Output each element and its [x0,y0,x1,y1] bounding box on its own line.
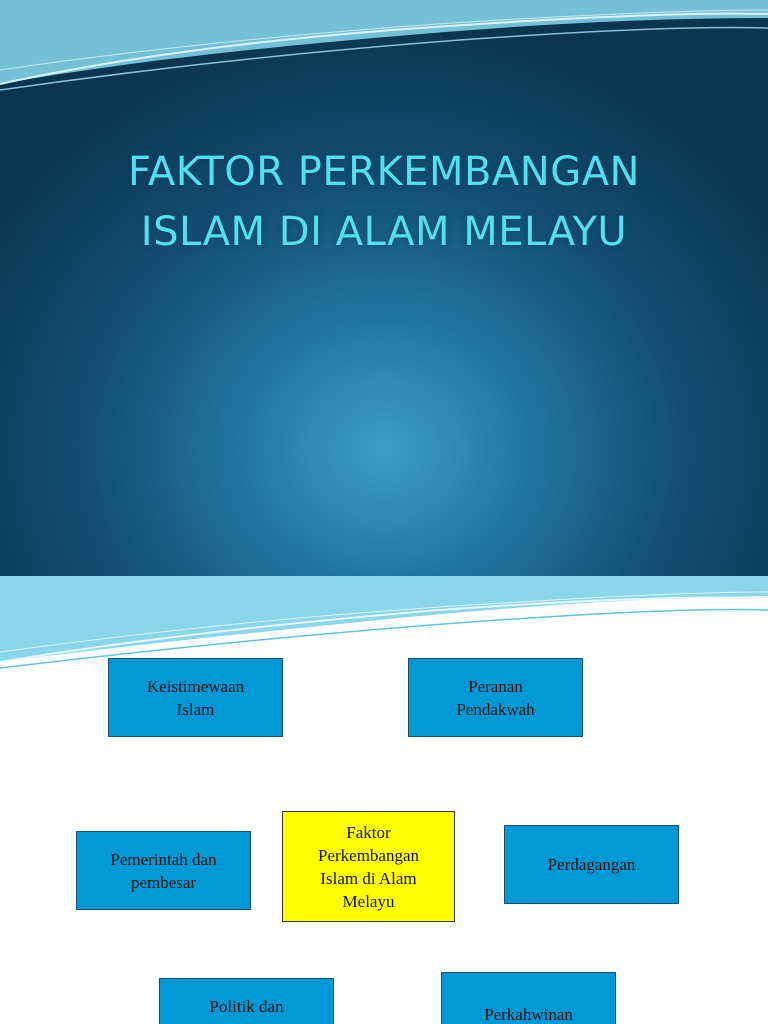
box-politik: Politik dan [159,978,334,1024]
box-perkahwinan: Perkahwinan [441,972,616,1024]
slide-title [40,142,728,262]
title-line-1: FAKTOR PERKEMBANGAN [128,149,640,195]
box-pemerintah-pembesar: Pemerintah dan pembesar [76,831,251,910]
title-line-2: ISLAM DI ALAM MELAYU [140,209,628,255]
box-peranan-pendakwah: Peranan Pendakwah [408,658,583,737]
box-center-faktor: Faktor Perkembangan Islam di Alam Melayu [282,811,455,922]
box-perdagangan: Perdagangan [504,825,679,904]
slide-header-wave [0,0,768,140]
diagram-slide [0,576,768,1024]
box-keistimewaan-islam: Keistimewaan Islam [108,658,283,737]
